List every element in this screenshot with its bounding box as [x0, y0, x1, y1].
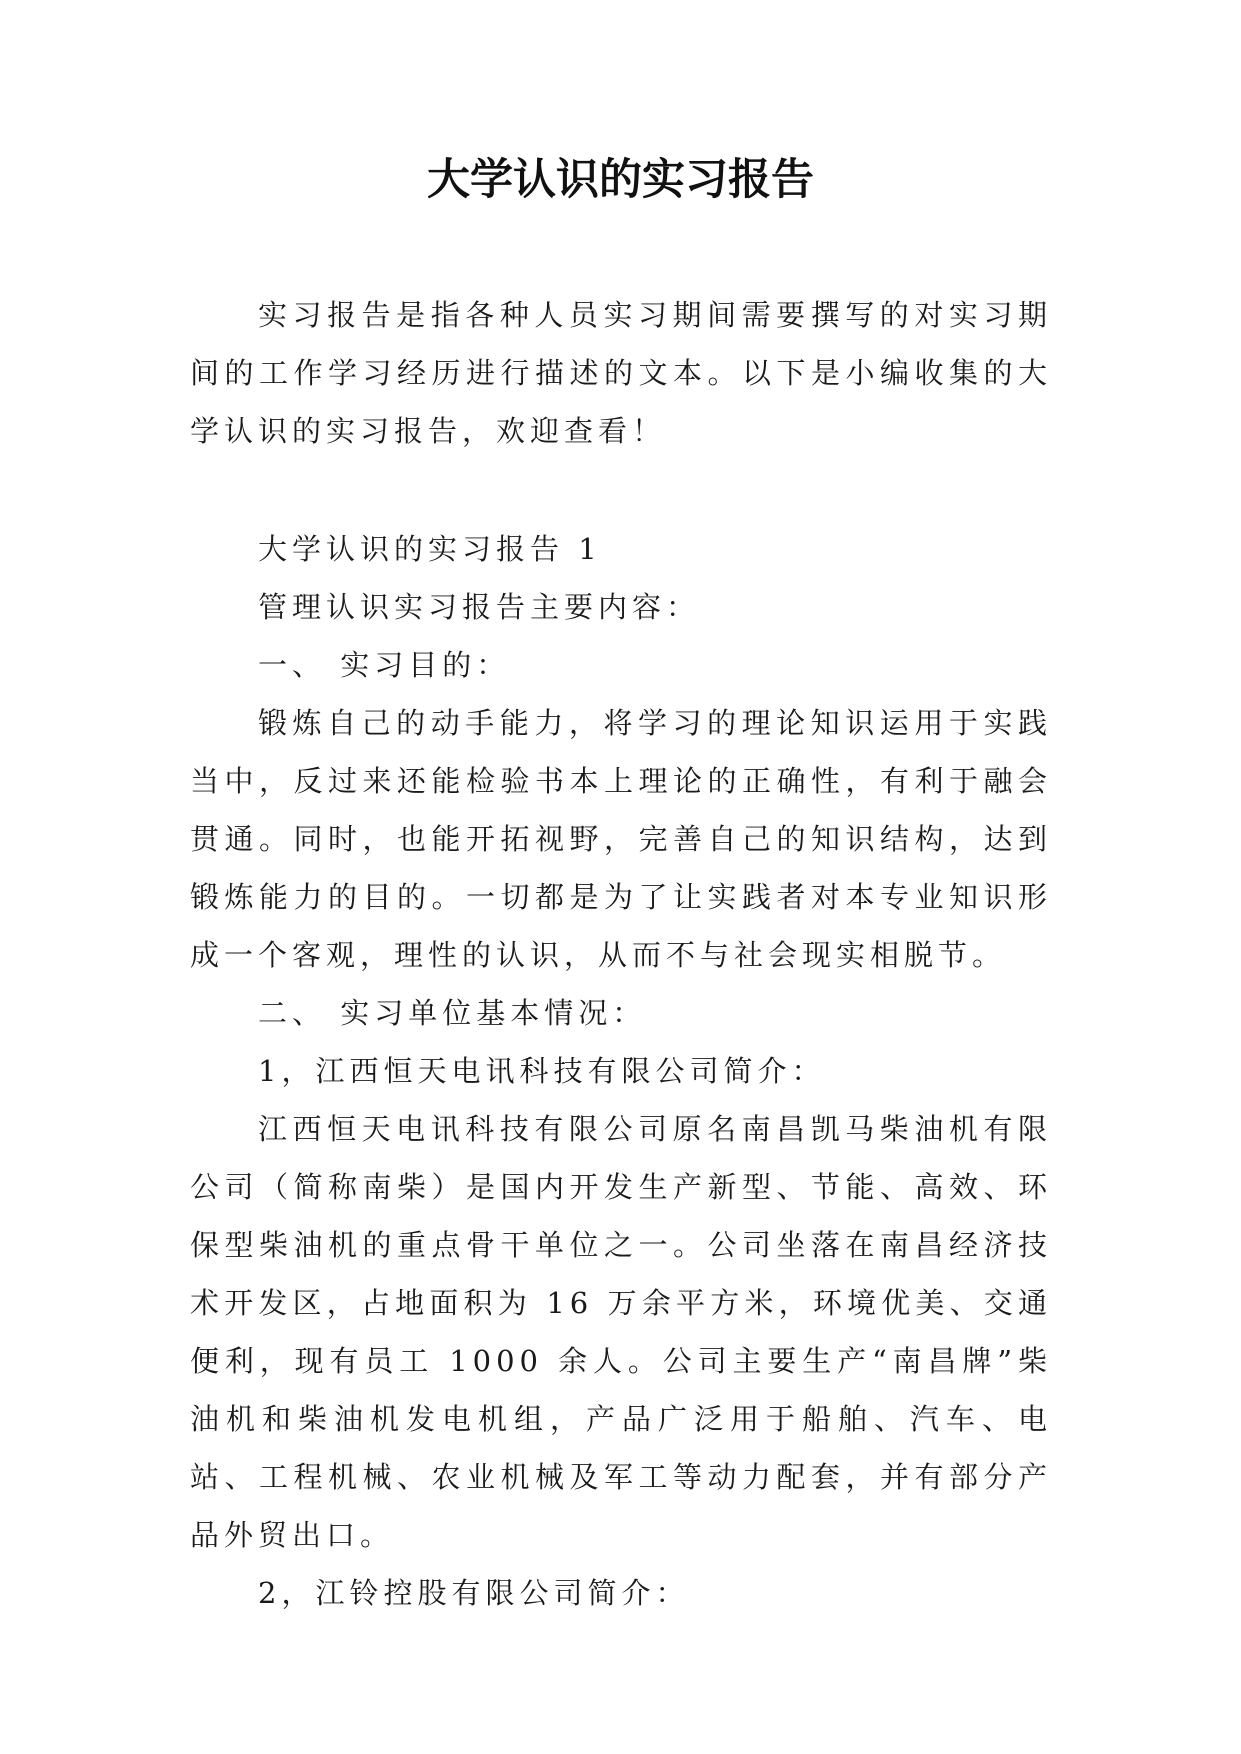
section-heading: 大学认识的实习报告 1 — [258, 532, 602, 566]
section-heading: 一、 实习目的： — [258, 648, 511, 682]
body-paragraph: 锻炼自己的动手能力，将学习的理论知识运用于实践当中，反过来还能检验书本上理论的正确性，有利于融会贯通。同时，也能开拓视野，完善自己的知识结构，达到锻炼能力的目的。一切都是为了让实践者对本专业知识形成一个客观，理性的认识，从而不与社会现实相脱节。 — [190, 706, 1052, 972]
subsection-heading: 2，江铃控股有限公司简介： — [258, 1576, 690, 1610]
intro-block — [190, 286, 1052, 460]
document-title: 大学认识的实习报告 — [427, 155, 814, 205]
body-paragraph: 江西恒天电讯科技有限公司原名南昌凯马柴油机有限公司（简称南柴）是国内开发生产新型、节能、高效、环保型柴油机的重点骨干单位之一。公司坐落在南昌经济技术开发区，占地面积为 16 万余平方米，环境优美、交通便利，现有员工 1000 余人。公司主要生产“南昌牌”柴油机和柴油机发电机组，产品广泛用于船舶、汽车、电站、工程机械、农业机械及军工等动力配套，并有部分产品外贸出口。 — [190, 1112, 1052, 1552]
report-body — [190, 520, 1052, 1622]
subsection-heading: 1，江西恒天电讯科技有限公司简介： — [258, 1054, 826, 1088]
section-heading: 二、 实习单位基本情况： — [258, 996, 647, 1030]
content-heading: 管理认识实习报告主要内容： — [258, 590, 701, 624]
intro-paragraph: 实习报告是指各种人员实习期间需要撰写的对实习期间的工作学习经历进行描述的文本。以下是小编收集的大学认识的实习报告，欢迎查看！ — [190, 298, 1052, 448]
